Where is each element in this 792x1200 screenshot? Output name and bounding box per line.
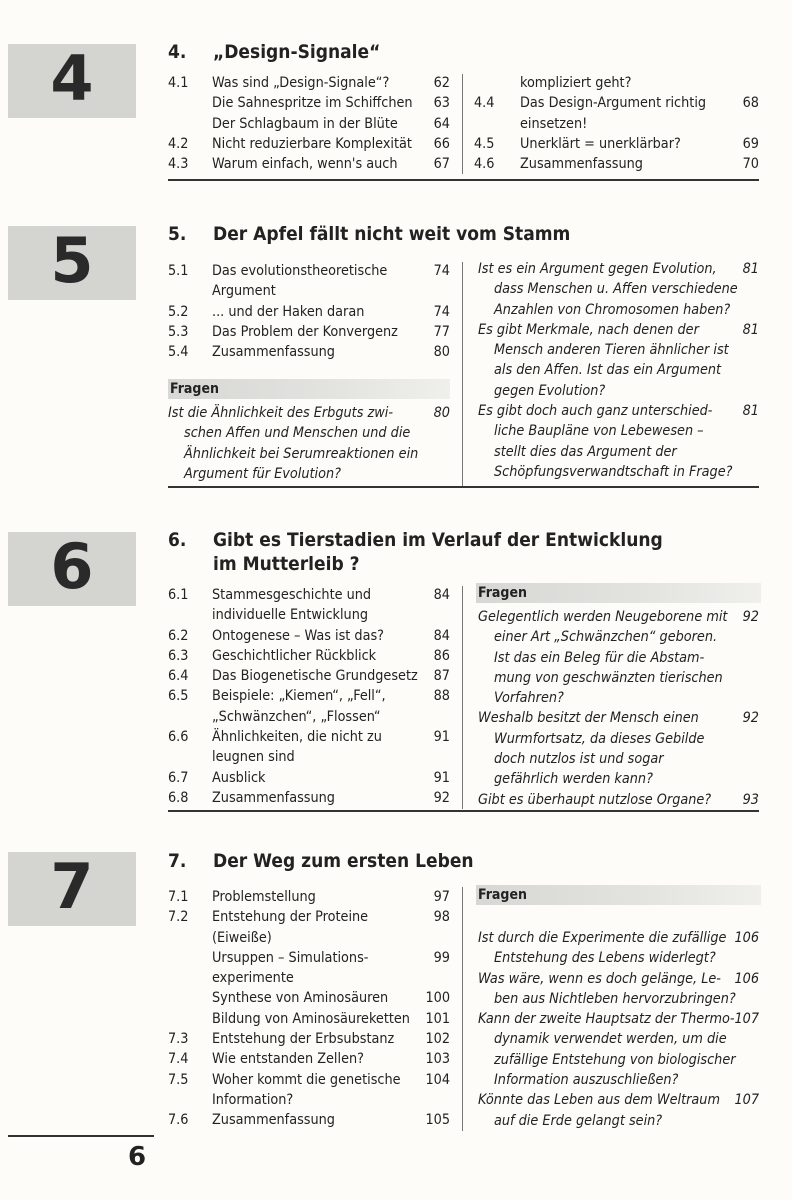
chapter-number: 4. [168, 41, 187, 63]
question-line [478, 401, 759, 421]
entry-title: Entstehung der Proteine [212, 909, 369, 926]
question-line [478, 948, 759, 968]
entry-number: 4.2 [168, 135, 189, 152]
chapter-5-big-number: 5 [50, 224, 94, 297]
entry-title: individuelle Entwicklung [212, 607, 369, 624]
page-number: 6 [128, 1142, 147, 1172]
entry-page: 100 [425, 990, 450, 1007]
entry-title: Ähnlichkeiten, die nicht zu [212, 729, 382, 746]
entry-title: Das Problem der Konvergenz [212, 323, 398, 340]
entry-page: 88 [433, 688, 450, 705]
toc-entry [168, 1049, 450, 1069]
entry-page: 91 [433, 729, 450, 746]
question-line [168, 423, 450, 443]
entry-page: 87 [433, 668, 450, 685]
entry-number: 5.2 [168, 303, 189, 320]
entry-title: Information? [212, 1091, 294, 1108]
question-text: zufällige Entstehung von biologischer [494, 1051, 736, 1068]
question-line [478, 668, 759, 688]
toc-entry [168, 928, 450, 948]
question-text: auf die Erde gelangt sein? [494, 1112, 663, 1129]
toc-entry [168, 1070, 450, 1090]
entry-title: Die Sahnespritze im Schiffchen [212, 95, 413, 112]
toc-entry [474, 114, 759, 134]
entry-page: 66 [433, 135, 450, 152]
entry-number: 4.5 [474, 135, 495, 152]
toc-entry [168, 626, 450, 646]
entry-title: einsetzen! [520, 115, 588, 132]
question-text: Information auszuschließen? [494, 1072, 679, 1089]
entry-title: „Schwänzchen“, „Flossen“ [212, 708, 381, 725]
entry-title: Problemstellung [212, 889, 316, 905]
entry-number: 7.5 [168, 1071, 189, 1088]
entry-number: 7.3 [168, 1031, 189, 1048]
entry-number: 7.6 [168, 1112, 189, 1129]
entry-title: Zusammenfassung [212, 789, 335, 806]
column-divider [462, 262, 463, 487]
entry-title: Ausblick [212, 769, 266, 786]
question-line [478, 259, 759, 279]
question-text: dynamik verwendet werden, um die [494, 1031, 727, 1048]
toc-entry [168, 322, 450, 342]
toc-entry [168, 707, 450, 727]
question-page: 92 [742, 609, 759, 625]
toc-left-column [168, 73, 450, 174]
entry-number: 4.4 [474, 95, 495, 112]
entry-number: 4.6 [474, 156, 495, 173]
question-page: 81 [742, 403, 759, 420]
question-text: ben aus Nichtleben hervorzubringen? [494, 990, 736, 1007]
entry-page: 70 [742, 156, 759, 173]
entry-number: 4.3 [168, 156, 189, 173]
question-page: 106 [734, 970, 759, 987]
question-line [478, 688, 759, 708]
question-page: 81 [742, 261, 759, 277]
question-line [478, 1029, 759, 1049]
entry-page: 64 [433, 115, 450, 132]
chapter-7-big-number: 7 [50, 850, 94, 923]
entry-page: 84 [433, 587, 450, 603]
questions-right-column [478, 607, 759, 810]
question-page: 106 [734, 930, 759, 946]
toc-entry [168, 154, 450, 174]
toc-entry [168, 788, 450, 808]
entry-title: Zusammenfassung [520, 156, 643, 173]
chapter-number: 6. [168, 529, 187, 551]
question-text: stellt dies das Argument der [494, 443, 677, 460]
entry-page: 102 [425, 1031, 450, 1048]
toc-entry [168, 686, 450, 706]
question-text: liche Baupläne von Lebewesen – [494, 423, 704, 440]
question-line [478, 462, 759, 482]
question-line [478, 648, 759, 668]
entry-title: Das Biogenetische Grundgesetz [212, 668, 418, 685]
question-text: schen Affen und Menschen und die [184, 425, 411, 442]
entry-title: Entstehung der Erbsubstanz [212, 1031, 395, 1048]
entry-page: 91 [433, 769, 450, 786]
toc-entry [168, 727, 450, 747]
entry-title: Nicht reduzierbare Komplexität [212, 135, 412, 152]
entry-title: Was sind „Design-Signale“? [212, 75, 390, 91]
entry-page: 99 [433, 949, 450, 966]
toc-left-column [168, 887, 450, 1131]
question-text: Es gibt doch auch ganz unterschied- [478, 403, 713, 420]
question-line [478, 627, 759, 647]
entry-page: 77 [433, 323, 450, 340]
question-text: gegen Evolution? [494, 382, 606, 399]
question-text: mung von geschwänzten tierischen [494, 669, 723, 686]
question-line [478, 708, 759, 728]
toc-entry [168, 134, 450, 154]
question-line [478, 769, 759, 789]
column-divider [462, 74, 463, 174]
entry-page: 104 [425, 1071, 450, 1088]
question-line [478, 1070, 759, 1090]
column-divider [462, 586, 463, 809]
entry-title: Unerklärt = unerklärbar? [520, 135, 681, 152]
entry-number: 6.6 [168, 729, 189, 746]
toc-entry [168, 585, 450, 605]
entry-title: Stammesgeschichte und [212, 587, 372, 603]
toc-entry [168, 948, 450, 968]
entry-title: Wie entstanden Zellen? [212, 1051, 364, 1068]
fragen-header: Fragen [476, 583, 761, 603]
entry-title: Beispiele: „Kiemen“, „Fell“, [212, 688, 386, 705]
fragen-header: Fragen [476, 885, 761, 905]
toc-entry [168, 887, 450, 907]
entry-number: 6.8 [168, 789, 189, 806]
chapter-heading: Der Weg zum ersten Leben [213, 850, 474, 872]
question-text: Schöpfungsverwandtschaft in Frage? [494, 463, 733, 480]
entry-title: kompliziert geht? [520, 75, 632, 91]
question-text: Könnte das Leben aus dem Weltraum [478, 1092, 720, 1109]
column-divider [462, 887, 463, 1131]
chapter-heading: Gibt es Tierstadien im Verlauf der Entwicklung [213, 529, 663, 551]
toc-entry [168, 768, 450, 788]
toc-entry [474, 154, 759, 174]
entry-title: (Eiweiße) [212, 929, 272, 946]
chapter-heading: Der Apfel fällt nicht weit vom Stamm [213, 223, 571, 245]
question-text: dass Menschen u. Affen verschiedene [494, 281, 738, 298]
toc-entry [168, 114, 450, 134]
question-text: Argument für Evolution? [184, 465, 341, 482]
question-line [478, 729, 759, 749]
entry-number: 5.4 [168, 344, 189, 361]
question-line [478, 989, 759, 1009]
toc-entry [168, 646, 450, 666]
entry-number: 5.1 [168, 263, 189, 279]
entry-title: Woher kommt die genetische [212, 1071, 401, 1088]
question-text: Wurmfortsatz, da dieses Gebilde [494, 730, 705, 747]
question-text: Ist das ein Beleg für die Abstam- [494, 649, 705, 666]
entry-page: 86 [433, 647, 450, 664]
toc-entry [474, 73, 759, 93]
entry-page: 105 [425, 1112, 450, 1129]
entry-number: 5.3 [168, 323, 189, 340]
entry-title: experimente [212, 970, 294, 987]
question-text: Ist durch die Experimente die zufällige [478, 930, 727, 946]
section-rule [168, 179, 759, 181]
toc-entry [474, 134, 759, 154]
toc-entry [168, 1029, 450, 1049]
questions-left-column [168, 403, 450, 484]
entry-page: 74 [433, 303, 450, 320]
entry-title: Das evolutionstheoretische [212, 263, 388, 279]
chapter-4-number-block [8, 44, 136, 118]
chapter-number: 5. [168, 223, 187, 245]
question-text: Mensch anderen Tieren ähnlicher ist [494, 342, 729, 359]
question-text: Anzahlen von Chromosomen haben? [494, 301, 731, 318]
question-line [478, 381, 759, 401]
entry-title: ... und der Haken daran [212, 303, 365, 320]
chapter-6-number-block [8, 532, 136, 606]
entry-title: Der Schlagbaum in der Blüte [212, 115, 398, 132]
entry-title: Ursuppen – Simulations- [212, 949, 369, 966]
toc-entry [168, 1110, 450, 1130]
question-text: doch nutzlos ist und sogar [494, 751, 664, 768]
question-text: Weshalb besitzt der Mensch einen [478, 710, 699, 727]
questions-right-column [478, 259, 759, 482]
toc-entry [168, 988, 450, 1008]
question-line [478, 300, 759, 320]
question-line [478, 360, 759, 380]
question-page: 107 [734, 1092, 759, 1109]
chapter-6-big-number: 6 [50, 530, 94, 603]
entry-page: 80 [433, 344, 450, 361]
entry-number: 6.1 [168, 587, 189, 603]
entry-number: 7.1 [168, 889, 189, 905]
entry-title: Ontogenese – Was ist das? [212, 627, 385, 644]
entry-number: 7.2 [168, 909, 189, 926]
question-text: gefährlich werden kann? [494, 771, 653, 788]
question-text: Gibt es überhaupt nutzlose Organe? [478, 791, 712, 808]
toc-entry [168, 747, 450, 767]
question-line [478, 790, 759, 810]
toc-entry [168, 302, 450, 322]
question-page: 81 [742, 321, 759, 338]
toc-right-column [474, 73, 759, 174]
question-line [478, 607, 759, 627]
footer-rule [8, 1135, 154, 1137]
question-text: Vorfahren? [494, 690, 564, 707]
question-line [478, 928, 759, 948]
question-page: 92 [742, 710, 759, 727]
question-page: 80 [433, 405, 450, 421]
question-line [168, 403, 450, 423]
entry-number: 7.4 [168, 1051, 189, 1068]
entry-page: 97 [433, 889, 450, 905]
section-rule [168, 486, 759, 488]
entry-page: 62 [433, 75, 450, 91]
entry-title: Warum einfach, wenn's auch [212, 156, 398, 173]
entry-number: 6.3 [168, 647, 189, 664]
question-text: Gelegentlich werden Neugeborene mit [478, 609, 728, 625]
question-line [168, 464, 450, 484]
chapter-heading: „Design-Signale“ [213, 41, 381, 63]
fragen-header: Fragen [168, 379, 450, 399]
entry-number: 6.4 [168, 668, 189, 685]
entry-title: Zusammenfassung [212, 1112, 335, 1129]
question-text: Ähnlichkeit bei Serumreaktionen ein [184, 445, 419, 462]
toc-entry [168, 605, 450, 625]
question-text: Es gibt Merkmale, nach denen der [478, 321, 699, 338]
toc-entry [168, 907, 450, 927]
toc-entry [474, 93, 759, 113]
toc-left-column [168, 261, 450, 362]
question-line [478, 1050, 759, 1070]
entry-page: 98 [433, 909, 450, 926]
question-text: Ist die Ähnlichkeit des Erbguts zwi- [168, 405, 393, 421]
question-line [168, 444, 450, 464]
entry-title: Bildung von Aminosäureketten [212, 1010, 410, 1027]
question-line [478, 421, 759, 441]
chapter-5-number-block [8, 226, 136, 300]
toc-entry [168, 93, 450, 113]
toc-entry [168, 342, 450, 362]
question-line [478, 749, 759, 769]
entry-page: 92 [433, 789, 450, 806]
entry-title: Argument [212, 283, 276, 300]
entry-number: 6.7 [168, 769, 189, 786]
toc-entry [168, 1009, 450, 1029]
entry-page: 103 [425, 1051, 450, 1068]
question-text: Kann der zweite Hauptsatz der Thermo- [478, 1011, 735, 1028]
toc-left-column [168, 585, 450, 808]
question-text: Was wäre, wenn es doch gelänge, Le- [478, 970, 721, 987]
question-line [478, 442, 759, 462]
entry-page: 74 [433, 263, 450, 279]
toc-entry [168, 281, 450, 301]
entry-page: 69 [742, 135, 759, 152]
section-rule [168, 810, 759, 812]
chapter-heading-line2: im Mutterleib ? [213, 553, 360, 575]
question-line [478, 969, 759, 989]
question-text: Entstehung des Lebens widerlegt? [494, 950, 716, 967]
entry-number: 6.2 [168, 627, 189, 644]
chapter-4-big-number: 4 [50, 42, 94, 115]
toc-entry [168, 73, 450, 93]
question-text: als den Affen. Ist das ein Argument [494, 362, 722, 379]
question-line [478, 320, 759, 340]
entry-title: leugnen sind [212, 749, 295, 766]
question-page: 107 [734, 1011, 759, 1028]
question-line [478, 279, 759, 299]
question-line [478, 1111, 759, 1131]
toc-entry [168, 968, 450, 988]
entry-page: 67 [433, 156, 450, 173]
entry-title: Zusammenfassung [212, 344, 335, 361]
question-text: Ist es ein Argument gegen Evolution, [478, 261, 717, 277]
question-line [478, 1009, 759, 1029]
toc-entry [168, 261, 450, 281]
question-line [478, 340, 759, 360]
questions-right-column [478, 928, 759, 1131]
entry-page: 84 [433, 627, 450, 644]
entry-number: 4.1 [168, 75, 189, 91]
entry-title: Das Design-Argument richtig [520, 95, 707, 112]
question-line [478, 1090, 759, 1110]
entry-page: 101 [425, 1010, 450, 1027]
entry-page: 68 [742, 95, 759, 112]
toc-entry [168, 666, 450, 686]
entry-number: 6.5 [168, 688, 189, 705]
entry-page: 63 [433, 95, 450, 112]
question-page: 93 [742, 791, 759, 808]
entry-title: Synthese von Aminosäuren [212, 990, 389, 1007]
entry-title: Geschichtlicher Rückblick [212, 647, 377, 664]
toc-entry [168, 1090, 450, 1110]
chapter-7-number-block [8, 852, 136, 926]
question-text: einer Art „Schwänzchen“ geboren. [494, 629, 718, 646]
chapter-number: 7. [168, 850, 187, 872]
